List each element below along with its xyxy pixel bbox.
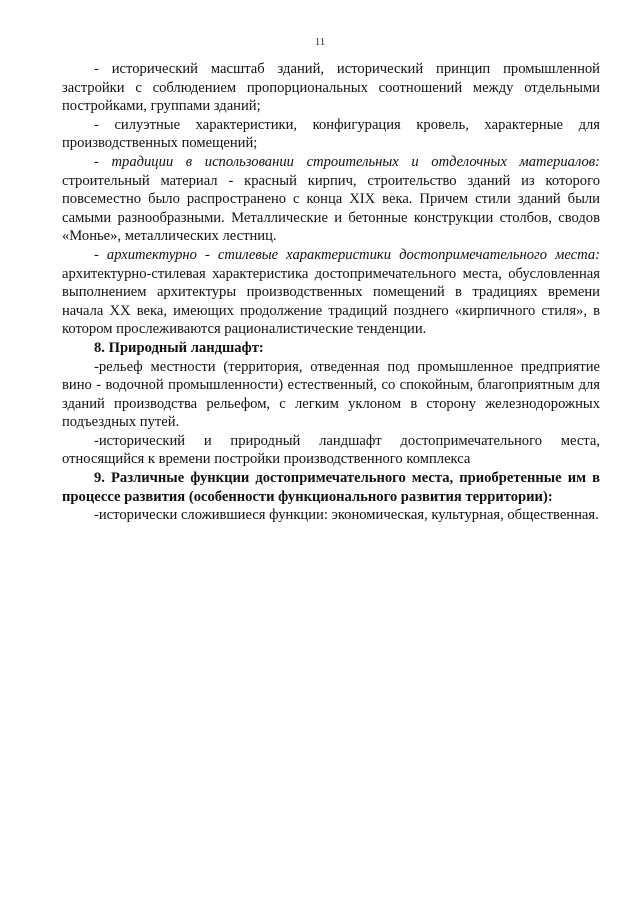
section-heading-8: 8. Природный ландшафт: — [94, 339, 264, 356]
paragraph-architecture-style-body: архитектурно-стилевая характеристика достопримечательного места, обусловленная выполнением архитектуры производственных помещений в традициях времени начала XX века, имеющих продолжение традиций позднего «кирпичного стиля», в котором прослеживаются рационалистические тенденции. — [62, 265, 600, 338]
paragraph-architecture-style-lead: - архитектурно - стилевые характеристики достопримечательного места: — [94, 246, 600, 263]
paragraph-landscape: -исторический и природный ландшафт достопримечательного места, относящийся к времени постройки производственного комплекса — [62, 432, 600, 468]
paragraph-historic-scale: - исторический масштаб зданий, исторический принцип промышленной застройки с соблюдением пропорциональных соотношений между отдельными постройками, группами зданий; — [62, 61, 600, 115]
paragraph-silhouette: - силуэтные характеристики, конфигурация кровель, характерные для производственных помещений; — [62, 116, 600, 152]
page-number: 11 — [314, 36, 326, 48]
section-heading-9: 9. Различные функции достопримечательного места, приобретенные им в процессе развития (особенности функционального развития территории): — [62, 470, 600, 505]
paragraph-materials-lead: - традиции в использовании строительных и отделочных материалов: — [94, 153, 600, 170]
paragraph-architecture-style — [62, 246, 600, 339]
paragraph-functions: -исторически сложившиеся функции: экономическая, культурная, общественная. — [94, 507, 599, 524]
paragraph-materials — [62, 153, 600, 246]
paragraph-materials-body: строительный материал - красный кирпич, строительство зданий из которого повсеместно было распространено с конца XIX века. Причем стили зданий были самыми разнообразными. Металлические и бетонные конструкции столбов, сводов «Монье», металлических лестниц. — [62, 172, 600, 245]
document-body — [62, 60, 600, 525]
paragraph-relief: -рельеф местности (территория, отведенная под промышленное предприятие вино - водочной промышленности) естественный, со спокойным, благоприятным для зданий производства рельефом, с легким уклоном в сторону железнодорожных подъездных путей. — [62, 358, 600, 431]
